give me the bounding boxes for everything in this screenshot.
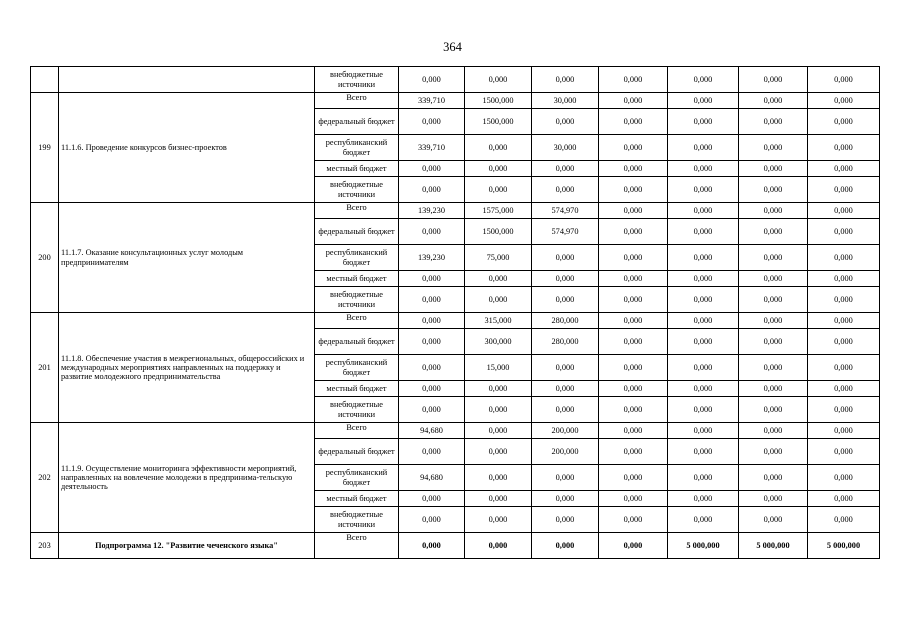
amount-cell: 0,000 <box>399 287 465 313</box>
amount-cell: 0,000 <box>668 439 739 465</box>
amount-cell: 0,000 <box>532 507 599 533</box>
amount-cell: 1500,000 <box>465 93 532 109</box>
amount-cell: 0,000 <box>808 203 880 219</box>
amount-cell: 0,000 <box>808 329 880 355</box>
amount-cell: 200,000 <box>532 439 599 465</box>
amount-cell: 1500,000 <box>465 109 532 135</box>
funding-source-cell: республиканский бюджет <box>315 355 399 381</box>
amount-cell: 0,000 <box>532 465 599 491</box>
amount-cell: 0,000 <box>532 271 599 287</box>
amount-cell: 339,710 <box>399 93 465 109</box>
amount-cell: 0,000 <box>739 203 808 219</box>
amount-cell: 0,000 <box>599 161 668 177</box>
funding-source-cell: республиканский бюджет <box>315 465 399 491</box>
amount-cell: 0,000 <box>668 355 739 381</box>
amount-cell: 0,000 <box>668 465 739 491</box>
funding-source-cell: Всего <box>315 423 399 439</box>
amount-cell: 0,000 <box>668 109 739 135</box>
amount-cell: 0,000 <box>808 161 880 177</box>
amount-cell: 0,000 <box>808 465 880 491</box>
amount-cell: 0,000 <box>465 491 532 507</box>
page-number: 364 <box>443 40 462 54</box>
amount-cell: 0,000 <box>599 355 668 381</box>
amount-cell: 0,000 <box>808 381 880 397</box>
amount-cell: 0,000 <box>668 397 739 423</box>
row-number-cell: 200 <box>31 203 59 313</box>
amount-cell: 0,000 <box>599 287 668 313</box>
amount-cell: 5 000,000 <box>668 533 739 559</box>
activity-name-cell: 11.1.7. Оказание консультационных услуг молодым предпринимателям <box>59 203 315 313</box>
amount-cell: 0,000 <box>668 135 739 161</box>
amount-cell: 574,970 <box>532 203 599 219</box>
amount-cell: 574,970 <box>532 219 599 245</box>
amount-cell: 0,000 <box>808 355 880 381</box>
amount-cell: 0,000 <box>399 109 465 135</box>
amount-cell: 0,000 <box>599 203 668 219</box>
amount-cell: 0,000 <box>599 439 668 465</box>
amount-cell: 0,000 <box>739 423 808 439</box>
amount-cell: 0,000 <box>739 491 808 507</box>
amount-cell: 0,000 <box>599 245 668 271</box>
table-row <box>31 67 880 93</box>
amount-cell: 0,000 <box>808 271 880 287</box>
table-row <box>31 313 880 329</box>
funding-source-cell: федеральный бюджет <box>315 329 399 355</box>
amount-cell: 0,000 <box>599 313 668 329</box>
funding-source-cell: федеральный бюджет <box>315 219 399 245</box>
amount-cell: 0,000 <box>599 67 668 93</box>
activity-name-cell <box>59 67 315 93</box>
amount-cell: 0,000 <box>739 135 808 161</box>
amount-cell: 0,000 <box>599 219 668 245</box>
row-number-cell: 203 <box>31 533 59 559</box>
amount-cell: 0,000 <box>599 135 668 161</box>
amount-cell: 300,000 <box>465 329 532 355</box>
amount-cell: 0,000 <box>532 491 599 507</box>
amount-cell: 0,000 <box>668 381 739 397</box>
amount-cell: 0,000 <box>532 397 599 423</box>
table-row <box>31 533 880 559</box>
amount-cell: 0,000 <box>465 533 532 559</box>
amount-cell: 0,000 <box>465 135 532 161</box>
amount-cell: 0,000 <box>399 313 465 329</box>
row-number-cell: 201 <box>31 313 59 423</box>
amount-cell: 0,000 <box>739 245 808 271</box>
table-row <box>31 93 880 109</box>
row-number-cell: 199 <box>31 93 59 203</box>
amount-cell: 0,000 <box>399 219 465 245</box>
funding-source-cell: местный бюджет <box>315 271 399 287</box>
amount-cell: 0,000 <box>399 161 465 177</box>
amount-cell: 0,000 <box>668 93 739 109</box>
amount-cell: 0,000 <box>599 423 668 439</box>
amount-cell: 0,000 <box>599 397 668 423</box>
amount-cell: 0,000 <box>668 491 739 507</box>
amount-cell: 15,000 <box>465 355 532 381</box>
funding-source-cell: республиканский бюджет <box>315 245 399 271</box>
amount-cell: 0,000 <box>399 355 465 381</box>
amount-cell: 30,000 <box>532 135 599 161</box>
table-row <box>31 423 880 439</box>
funding-source-cell: местный бюджет <box>315 491 399 507</box>
amount-cell: 0,000 <box>808 439 880 465</box>
amount-cell: 0,000 <box>532 287 599 313</box>
amount-cell: 0,000 <box>399 439 465 465</box>
amount-cell: 0,000 <box>599 533 668 559</box>
amount-cell: 0,000 <box>668 271 739 287</box>
amount-cell: 0,000 <box>668 287 739 313</box>
amount-cell: 0,000 <box>808 93 880 109</box>
amount-cell: 0,000 <box>532 245 599 271</box>
amount-cell: 0,000 <box>808 423 880 439</box>
activity-name-cell: 11.1.6. Проведение конкурсов бизнес-проектов <box>59 93 315 203</box>
funding-source-cell: внебюджетные источники <box>315 397 399 423</box>
funding-source-cell: внебюджетные источники <box>315 507 399 533</box>
amount-cell: 339,710 <box>399 135 465 161</box>
amount-cell: 0,000 <box>532 533 599 559</box>
amount-cell: 0,000 <box>739 397 808 423</box>
amount-cell: 0,000 <box>668 67 739 93</box>
amount-cell: 139,230 <box>399 245 465 271</box>
amount-cell: 200,000 <box>532 423 599 439</box>
amount-cell: 0,000 <box>465 423 532 439</box>
amount-cell: 0,000 <box>668 423 739 439</box>
amount-cell: 0,000 <box>399 533 465 559</box>
row-number-cell: 202 <box>31 423 59 533</box>
table-row <box>31 203 880 219</box>
amount-cell: 1575,000 <box>465 203 532 219</box>
amount-cell: 0,000 <box>808 287 880 313</box>
amount-cell: 94,680 <box>399 423 465 439</box>
amount-cell: 0,000 <box>739 177 808 203</box>
amount-cell: 280,000 <box>532 329 599 355</box>
amount-cell: 0,000 <box>532 381 599 397</box>
amount-cell: 0,000 <box>599 177 668 203</box>
amount-cell: 0,000 <box>808 397 880 423</box>
amount-cell: 139,230 <box>399 203 465 219</box>
budget-table-body <box>31 67 880 559</box>
amount-cell: 0,000 <box>808 67 880 93</box>
amount-cell: 0,000 <box>532 355 599 381</box>
amount-cell: 0,000 <box>532 177 599 203</box>
funding-source-cell: Всего <box>315 313 399 329</box>
funding-source-cell: Всего <box>315 93 399 109</box>
amount-cell: 0,000 <box>808 313 880 329</box>
amount-cell: 0,000 <box>465 507 532 533</box>
amount-cell: 75,000 <box>465 245 532 271</box>
budget-table <box>30 66 880 559</box>
amount-cell: 0,000 <box>668 177 739 203</box>
funding-source-cell: внебюджетные источники <box>315 287 399 313</box>
funding-source-cell: внебюджетные источники <box>315 177 399 203</box>
amount-cell: 0,000 <box>739 465 808 491</box>
amount-cell: 1500,000 <box>465 219 532 245</box>
amount-cell: 0,000 <box>739 287 808 313</box>
amount-cell: 0,000 <box>465 439 532 465</box>
amount-cell: 0,000 <box>399 507 465 533</box>
amount-cell: 0,000 <box>739 67 808 93</box>
amount-cell: 0,000 <box>739 329 808 355</box>
funding-source-cell: республиканский бюджет <box>315 135 399 161</box>
funding-source-cell: федеральный бюджет <box>315 109 399 135</box>
amount-cell: 0,000 <box>465 381 532 397</box>
amount-cell: 0,000 <box>739 381 808 397</box>
amount-cell: 0,000 <box>739 313 808 329</box>
amount-cell: 0,000 <box>399 177 465 203</box>
amount-cell: 0,000 <box>739 161 808 177</box>
amount-cell: 0,000 <box>532 109 599 135</box>
amount-cell: 0,000 <box>399 67 465 93</box>
amount-cell: 280,000 <box>532 313 599 329</box>
amount-cell: 0,000 <box>465 177 532 203</box>
amount-cell: 0,000 <box>399 397 465 423</box>
amount-cell: 0,000 <box>808 109 880 135</box>
amount-cell: 0,000 <box>668 313 739 329</box>
amount-cell: 0,000 <box>739 355 808 381</box>
amount-cell: 0,000 <box>808 177 880 203</box>
amount-cell: 315,000 <box>465 313 532 329</box>
activity-name-cell: 11.1.8. Обеспечение участия в межрегиональных, общероссийских и международных мероприятиях направленных на поддержку и развитие молодежного предпринимательства <box>59 313 315 423</box>
amount-cell: 0,000 <box>739 93 808 109</box>
row-number-cell <box>31 67 59 93</box>
amount-cell: 5 000,000 <box>808 533 880 559</box>
amount-cell: 0,000 <box>399 329 465 355</box>
amount-cell: 94,680 <box>399 465 465 491</box>
funding-source-cell: местный бюджет <box>315 161 399 177</box>
amount-cell: 0,000 <box>465 67 532 93</box>
amount-cell: 0,000 <box>599 93 668 109</box>
amount-cell: 0,000 <box>808 219 880 245</box>
amount-cell: 0,000 <box>599 465 668 491</box>
amount-cell: 0,000 <box>668 203 739 219</box>
amount-cell: 0,000 <box>808 491 880 507</box>
amount-cell: 0,000 <box>465 271 532 287</box>
amount-cell: 0,000 <box>465 465 532 491</box>
activity-name-cell: 11.1.9. Осуществление мониторинга эффективности мероприятий, направленных на вовлечение молодежи в предпринима-тельскую деятельность <box>59 423 315 533</box>
amount-cell: 0,000 <box>739 109 808 135</box>
amount-cell: 0,000 <box>739 219 808 245</box>
amount-cell: 0,000 <box>599 491 668 507</box>
amount-cell: 0,000 <box>399 271 465 287</box>
amount-cell: 0,000 <box>599 109 668 135</box>
amount-cell: 0,000 <box>465 287 532 313</box>
amount-cell: 0,000 <box>739 271 808 287</box>
funding-source-cell: Всего <box>315 203 399 219</box>
funding-source-cell: местный бюджет <box>315 381 399 397</box>
amount-cell: 0,000 <box>599 381 668 397</box>
amount-cell: 0,000 <box>399 491 465 507</box>
amount-cell: 0,000 <box>465 397 532 423</box>
amount-cell: 0,000 <box>599 507 668 533</box>
amount-cell: 0,000 <box>668 329 739 355</box>
activity-name-cell: Подпрограмма 12. "Развитие чеченского языка" <box>59 533 315 559</box>
amount-cell: 30,000 <box>532 93 599 109</box>
amount-cell: 0,000 <box>599 329 668 355</box>
amount-cell: 0,000 <box>668 161 739 177</box>
amount-cell: 0,000 <box>399 381 465 397</box>
amount-cell: 5 000,000 <box>739 533 808 559</box>
amount-cell: 0,000 <box>532 67 599 93</box>
funding-source-cell: внебюджетные источники <box>315 67 399 93</box>
funding-source-cell: федеральный бюджет <box>315 439 399 465</box>
amount-cell: 0,000 <box>532 161 599 177</box>
amount-cell: 0,000 <box>668 245 739 271</box>
amount-cell: 0,000 <box>808 245 880 271</box>
amount-cell: 0,000 <box>668 507 739 533</box>
amount-cell: 0,000 <box>808 507 880 533</box>
funding-source-cell: Всего <box>315 533 399 559</box>
amount-cell: 0,000 <box>465 161 532 177</box>
amount-cell: 0,000 <box>599 271 668 287</box>
amount-cell: 0,000 <box>739 439 808 465</box>
amount-cell: 0,000 <box>808 135 880 161</box>
amount-cell: 0,000 <box>668 219 739 245</box>
amount-cell: 0,000 <box>739 507 808 533</box>
